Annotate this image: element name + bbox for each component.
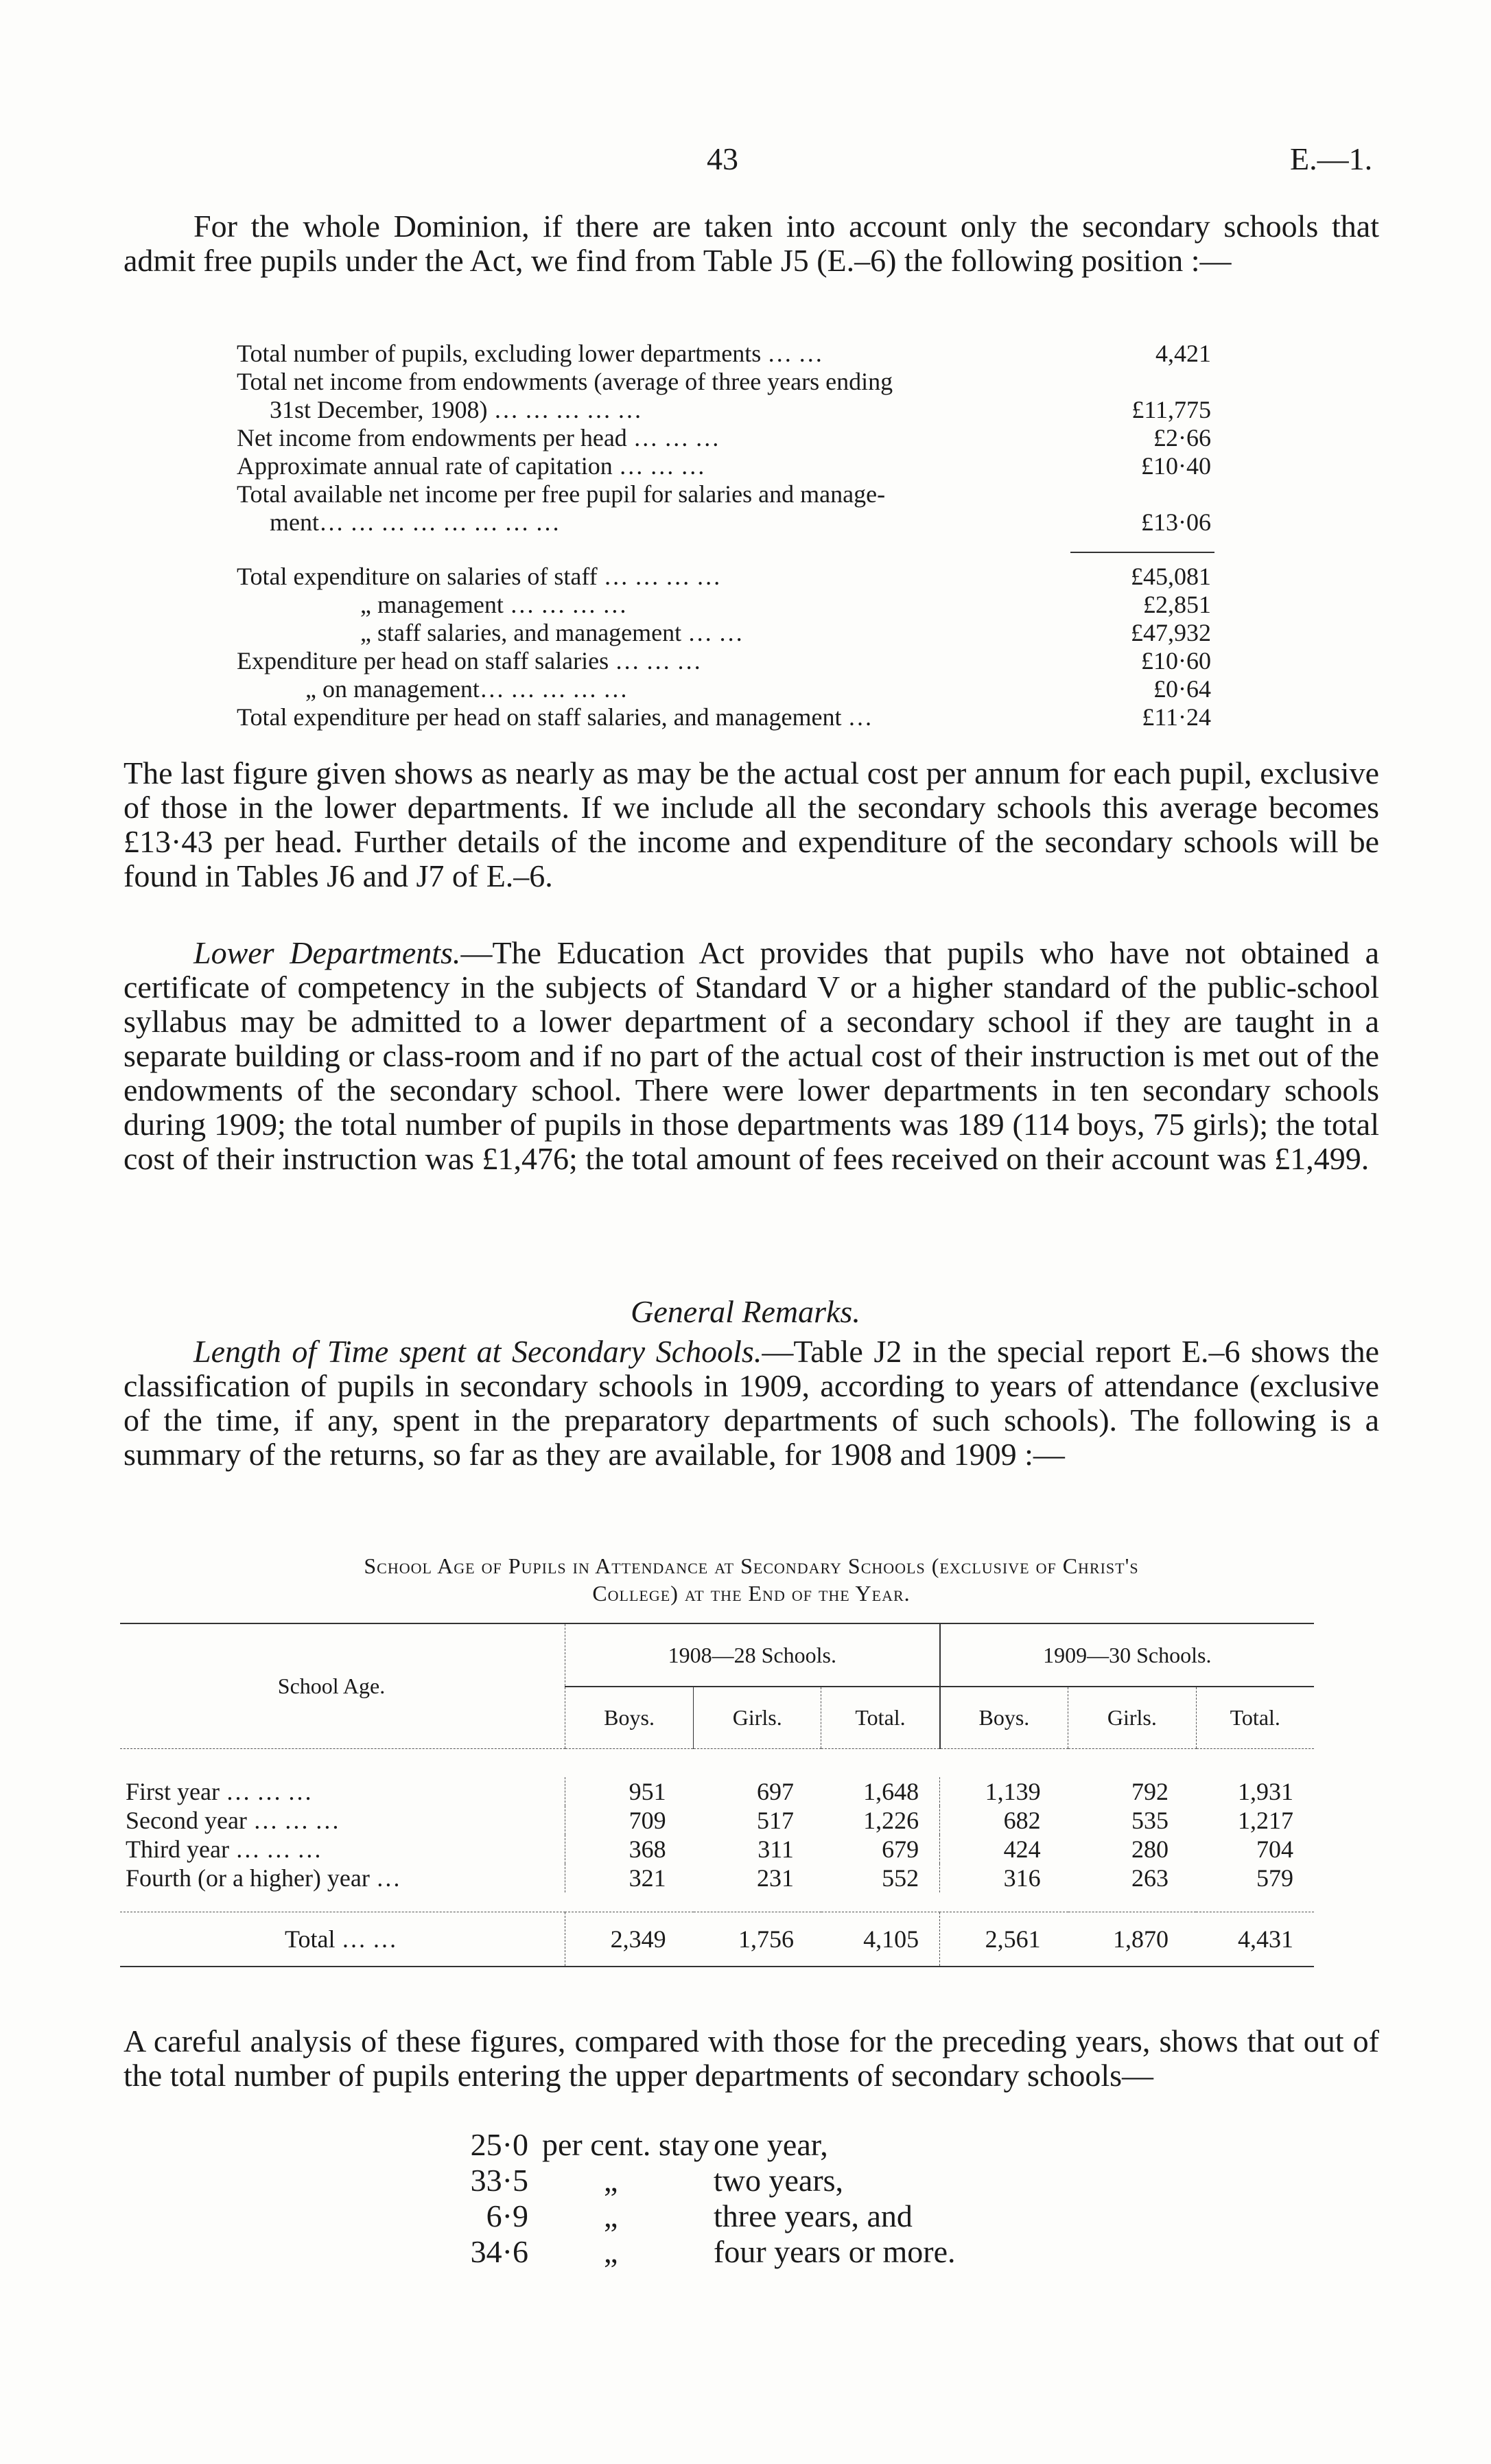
col-header-boys-1908: Boys.: [565, 1687, 694, 1748]
document-code: E.—1.: [1290, 141, 1373, 176]
finance-row: Total expenditure on salaries of staff … … … … £45,081: [237, 563, 1211, 590]
finance-row: Total available net income per free pupil for salaries and manage-: [237, 480, 886, 508]
finance-row: Net income from endowments per head … … … £2·66: [237, 424, 1211, 451]
analysis-paragraph: [124, 2024, 1379, 2093]
finance-row: Total net income from endowments (average of three years ending: [237, 368, 893, 395]
finance-row: „ staff salaries, and management … … £47,932: [360, 619, 1211, 646]
length-of-time-title: Length of Time spent at Secondary Schools.: [193, 1334, 762, 1369]
list-item: 25·0 per cent. stay one year,: [470, 2127, 828, 2162]
length-of-time-paragraph: [124, 1335, 1379, 1472]
table-total-row: Total … … 2,349 1,756 4,105 2,561 1,870 4,431: [120, 1912, 1314, 1967]
list-item: 34·6 „ four years or more.: [470, 2234, 956, 2269]
school-age-table: [120, 1623, 1314, 1967]
general-remarks-heading: General Remarks.: [631, 1294, 860, 1329]
length-of-time-text: —Table J2 in the special report E.–6 shows the classification of pupils in secondary schools in 1909, according to years of attendance (exclusive of the time, if any, spent in the preparatory departments of such schools). The following is a summary of the returns, so far as they are available, for 1908 and 1909 :—: [124, 1334, 1379, 1472]
sum-rule: [1070, 552, 1214, 553]
col-header-girls-1908: Girls.: [694, 1687, 821, 1748]
finance-row: Approximate annual rate of capitation … … … £10·40: [237, 452, 1211, 480]
finance-row: Total number of pupils, excluding lower departments … … 4,421: [237, 340, 1211, 367]
list-item: 6·9 „ three years, and: [486, 2198, 913, 2233]
col-header-total-1909: Total.: [1196, 1687, 1314, 1748]
finance-row: Expenditure per head on staff salaries … … … £10·60: [237, 647, 1211, 674]
analysis-text: A careful analysis of these figures, compared with those for the preceding years, shows that out of the total number of pupils entering the upper departments of secondary schools—: [124, 2023, 1379, 2093]
finance-income-list: [237, 340, 1211, 537]
lower-departments-title: Lower Departments.: [193, 935, 461, 970]
col-header-girls-1909: Girls.: [1068, 1687, 1196, 1748]
group-header-1909: 1909—30 Schools.: [940, 1623, 1314, 1687]
finance-row: „ management … … … … £2,851: [360, 591, 1211, 618]
group-header-1908: 1908—28 Schools.: [565, 1623, 940, 1687]
last-figure-paragraph: [124, 756, 1379, 893]
list-item: 33·5 „ two years,: [470, 2163, 844, 2198]
finance-row: Total expenditure per head on staff salaries, and management … £11·24: [237, 703, 1211, 731]
table-row: Second year … … … 709 517 1,226 682 535 1,217: [126, 1807, 1293, 1834]
intro-paragraph: [124, 209, 1379, 278]
col-header-school-age: School Age.: [120, 1623, 565, 1748]
last-figure-text: The last figure given shows as nearly as may be the actual cost per annum for each pupil, exclusive of those in the lower departments. If we include all the secondary schools this average becomes £13·43 per head. Further details of the income and expenditure of the secondary schools will be found in Tables J6 and J7 of E.–6.: [124, 755, 1379, 893]
table-row: Fourth (or a higher) year … 321 231 552 316 263 579: [126, 1864, 1293, 1892]
intro-text: For the whole Dominion, if there are taken into account only the secondary schools that admit free pupils under the Act, we find from Table J5 (E.–6) the following position :—: [124, 209, 1379, 278]
lower-departments-paragraph: [124, 936, 1379, 1176]
lower-departments-text: —The Education Act provides that pupils who have not obtained a certificate of competency in the subjects of Standard V or a higher standard of the public-school syllabus may be admitted to a lower department of a secondary school if they are taught in a separate building or class-room and if no part of the actual cost of their instruction is met out of the endowments of the secondary school. There were lower departments in ten secondary schools during 1909; the total number of pupils in those departments was 189 (114 boys, 75 girls); the total cost of their instruction was £1,476; the total amount of fees received on their account was £1,499.: [124, 935, 1379, 1176]
table-row: First year … … … 951 697 1,648 1,139 792 1,931: [126, 1778, 1293, 1805]
page-number: 43: [707, 141, 738, 176]
finance-row: „ on management… … … … … £0·64: [305, 675, 1211, 703]
table-row: Third year … … … 368 311 679 424 280 704: [126, 1835, 1293, 1863]
percentages-list: [439, 2127, 956, 2270]
finance-row: 31st December, 1908) … … … … … £11,775: [270, 396, 1211, 423]
finance-expenditure-list: [237, 563, 1211, 731]
table-title: School Age of Pupils in Attendance at Secondary Schools (exclusive of Christ's College) at the End of the Year.: [364, 1553, 1139, 1606]
col-header-boys-1909: Boys.: [940, 1687, 1068, 1748]
col-header-total-1908: Total.: [821, 1687, 940, 1748]
finance-row: ment… … … … … … … … £13·06: [270, 508, 1211, 536]
